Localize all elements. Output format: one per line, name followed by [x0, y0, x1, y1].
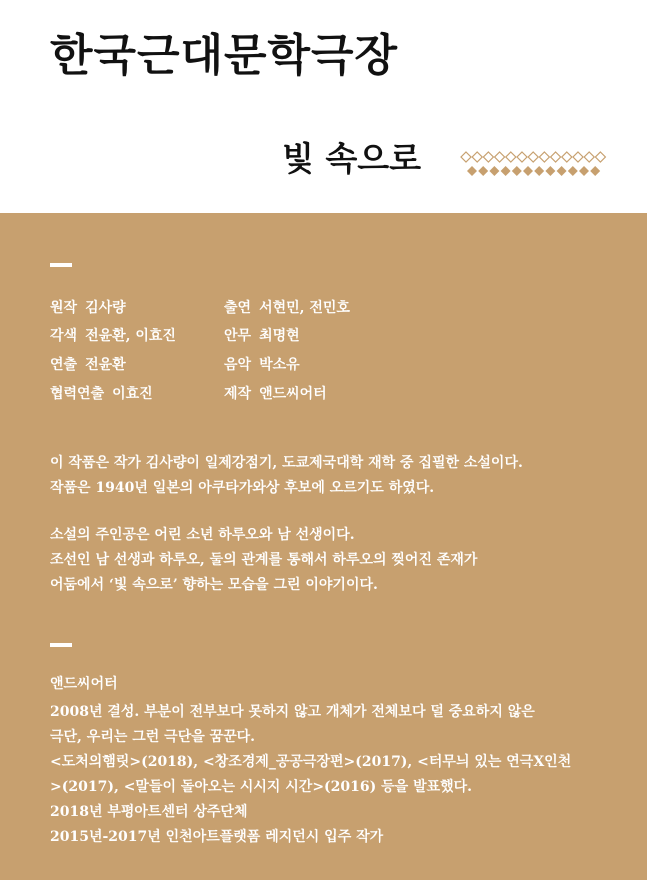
ornament-diamond-outline	[506, 152, 516, 162]
ornament-diamond-filled	[489, 166, 499, 176]
ornament-diamond-filled	[523, 166, 533, 176]
company-name: 앤드씨어터	[50, 676, 118, 692]
synopsis-line: 소설의 주인공은 어린 소년 하루오와 남 선생이다.	[50, 527, 355, 543]
ornament-diamond-filled	[579, 166, 589, 176]
diamond-ornament-icon	[460, 150, 610, 180]
credit-assistant-director: 협력연출 이효진	[50, 386, 153, 402]
credit-production: 제작 앤드씨어터	[224, 386, 327, 402]
company-line: <도처의햄릿>(2018), <창조경제_공공극장편>(2017), <터무늬 있는 연극X인천	[50, 754, 572, 770]
ornament-diamond-filled	[478, 166, 488, 176]
ornament-diamond-filled	[501, 166, 511, 176]
company-description	[50, 700, 610, 850]
ornament-diamond-filled	[467, 166, 477, 176]
ornament-diamond-filled	[534, 166, 544, 176]
synopsis-line: 어둠에서 ‘빛 속으로’ 향하는 모습을 그린 이야기이다.	[50, 577, 378, 593]
ornament-diamond-outline	[595, 152, 605, 162]
ornament-diamond-filled	[557, 166, 567, 176]
company-line: 2018년 부평아트센터 상주단체	[50, 804, 248, 820]
synopsis-line: 조선인 남 선생과 하루오, 둘의 관계를 통해서 하루오의 찢어진 존재가	[50, 552, 478, 568]
credit-director: 연출 전윤환	[50, 357, 126, 373]
credit-choreography: 안무 최명현	[224, 328, 300, 344]
ornament-diamond-outline	[551, 152, 561, 162]
credit-cast: 출연 서현민, 전민호	[224, 300, 350, 316]
ornament-diamond-outline	[539, 152, 549, 162]
ornament-diamond-filled	[512, 166, 522, 176]
company-line: >(2017), <말들이 돌아오는 시시지 시간>(2016) 등을 발표했다.	[50, 779, 473, 795]
series-title: 한국근대문학극장	[50, 30, 399, 81]
credit-original-author: 원작 김사량	[50, 300, 126, 316]
ornament-diamond-filled	[568, 166, 578, 176]
ornament-diamond-outline	[461, 152, 471, 162]
credit-music: 음악 박소유	[224, 357, 300, 373]
header	[0, 0, 647, 213]
ornament-diamond-outline	[495, 152, 505, 162]
ornament-diamond-filled	[590, 166, 600, 176]
company-line: 극단, 우리는 그런 극단을 꿈꾼다.	[50, 729, 256, 745]
credit-adaptation: 각색 전윤환, 이효진	[50, 328, 176, 344]
ornament-diamond-outline	[573, 152, 583, 162]
ornament-diamond-outline	[517, 152, 527, 162]
ornament-diamond-outline	[483, 152, 493, 162]
info-panel	[0, 213, 647, 880]
ornament-diamond-outline	[562, 152, 572, 162]
intro-paragraph	[50, 451, 610, 501]
intro-line: 작품은 1940년 일본의 아쿠타가와상 후보에 오르기도 하였다.	[50, 480, 435, 496]
ornament-diamond-outline	[584, 152, 594, 162]
synopsis-paragraph	[50, 523, 610, 598]
company-line: 2015년-2017년 인천아트플랫폼 레지던시 입주 작가	[50, 829, 384, 845]
company-line: 2008년 결성. 부분이 전부보다 못하지 않고 개체가 전체보다 덜 중요하지 않은	[50, 704, 535, 720]
play-title: 빛 속으로	[282, 139, 422, 178]
ornament-diamond-outline	[528, 152, 538, 162]
intro-line: 이 작품은 작가 김사량이 일제강점기, 도쿄제국대학 재학 중 집필한 소설이다.	[50, 455, 523, 471]
section-divider	[50, 643, 72, 647]
ornament-diamond-filled	[545, 166, 555, 176]
ornament-diamond-outline	[472, 152, 482, 162]
section-divider	[50, 263, 72, 267]
